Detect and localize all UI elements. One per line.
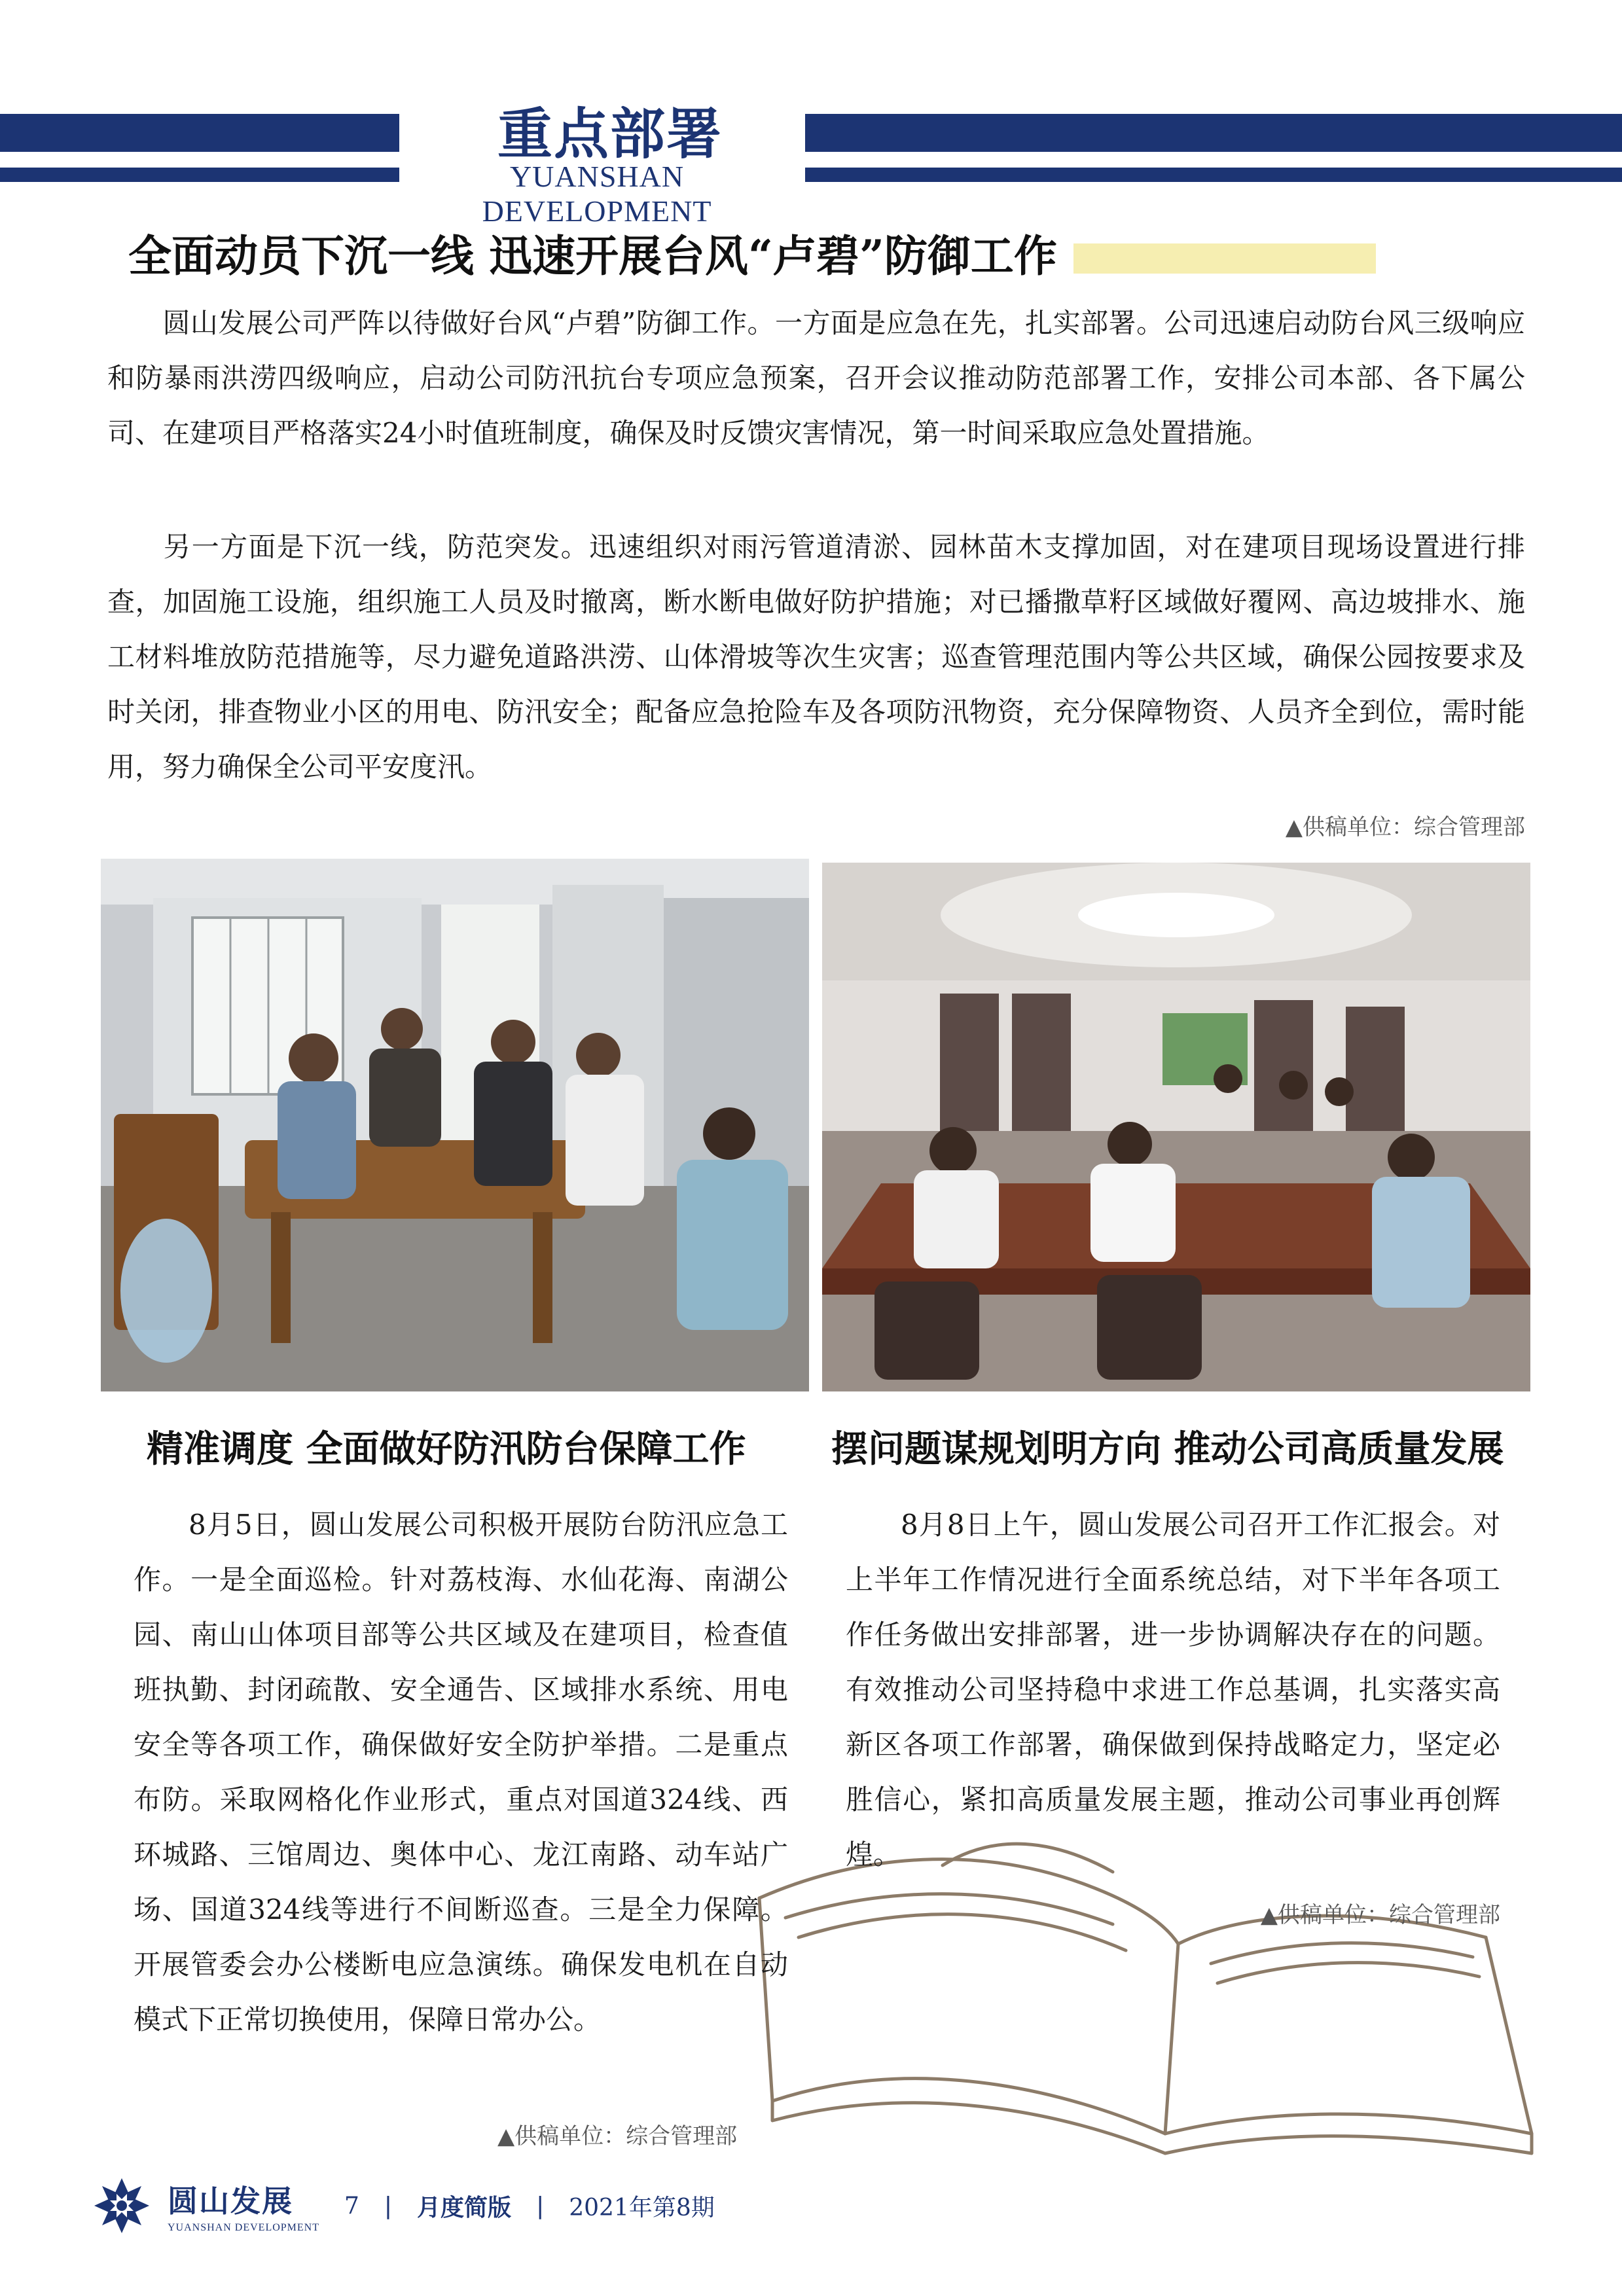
header-bar-left-bottom — [0, 168, 399, 182]
footer-brand-en: YUANSHAN DEVELOPMENT — [168, 2222, 319, 2233]
field-meeting-illustration — [101, 859, 809, 1391]
headline-highlight — [1073, 243, 1376, 274]
footer-separator: | — [536, 2192, 545, 2219]
header-bar-right-bottom — [805, 168, 1622, 182]
yuanshan-logo-icon — [89, 2173, 154, 2238]
article1-paragraph-1-text: 圆山发展公司严阵以待做好台风“卢碧”防御工作。一方面是应急在先，扎实部署。公司迅速启动防台风三级响应和防暴雨洪涝四级响应，启动公司防汛抗台专项应急预案，召开会议推动防范部署工作，安排公司本部、各下属公司、在建项目严格落实24小时值班制度，确保及时反馈灾害情况，第一时间采取应急处置措施。 — [107, 307, 1525, 449]
footer-brand-cn: 圆山发展 — [168, 2183, 293, 2219]
article3-title: 摆问题谋规划明方向 推动公司高质量发展 — [831, 1427, 1504, 1471]
photo-work-meeting — [822, 863, 1530, 1391]
article3-body-text: 8月8日上午，圆山发展公司召开工作汇报会。对上半年工作情况进行全面系统总结，对下半年各项工作任务做出安排部署，进一步协调解决存在的问题。有效推动公司坚持稳中求进工作总基调，扎实落实高新区各项工作部署，确保做到保持战略定力，坚定必胜信心，紧扣高质量发展主题，推动公司事业再创辉煌。 — [846, 1509, 1500, 1871]
article2-body — [134, 1498, 788, 2047]
article3-credit: ▲供稿单位：综合管理部 — [1260, 1902, 1500, 1928]
footer — [89, 2173, 715, 2238]
edition-label: 月度简版 — [417, 2193, 512, 2221]
article1-paragraph-1 — [107, 296, 1525, 461]
section-title: 重点部署 — [497, 102, 723, 166]
article1-credit: ▲供稿单位：综合管理部 — [1285, 814, 1525, 840]
page-number: 7 — [344, 2192, 359, 2219]
footer-separator: | — [384, 2192, 393, 2219]
section-subtitle: YUANSHAN DEVELOPMENT — [482, 160, 712, 228]
article1-paragraph-2 — [107, 520, 1525, 795]
article1-headline: 全面动员下沉一线 迅速开展台风“卢碧”防御工作 — [128, 230, 1057, 281]
work-meeting-illustration — [822, 863, 1530, 1391]
article3-body — [846, 1498, 1500, 1882]
header-bar-right-top — [805, 114, 1622, 152]
header-bar-left-top — [0, 114, 399, 152]
issue-label: 2021年第8期 — [569, 2194, 715, 2221]
article2-title: 精准调度 全面做好防汛防台保障工作 — [147, 1427, 746, 1471]
photo-field-meeting — [101, 859, 809, 1391]
article1-paragraph-2-text: 另一方面是下沉一线，防范突发。迅速组织对雨污管道清淤、园林苗木支撑加固，对在建项目现场设置进行排查，加固施工设施，组织施工人员及时撤离，断水断电做好防护措施；对已播撒草籽区域做好覆网、高边坡排水、施工材料堆放防范措施等，尽力避免道路洪涝、山体滑坡等次生灾害；巡查管理范围内等公共区域，确保公园按要求及时关闭，排查物业小区的用电、防汛安全；配备应急抢险车及各项防汛物资，充分保障物资、人员齐全到位，需时能用，努力确保全公司平安度汛。 — [107, 531, 1525, 783]
article2-credit: ▲供稿单位：综合管理部 — [497, 2123, 738, 2149]
footer-brand — [168, 2178, 319, 2234]
article2-body-text: 8月5日，圆山发展公司积极开展防台防汛应急工作。一是全面巡检。针对荔枝海、水仙花海、南湖公园、南山山体项目部等公共区域及在建项目，检查值班执勤、封闭疏散、安全通告、区域排水系统、用电安全等各项工作，确保做好安全防护举措。二是重点布防。采取网格化作业形式，重点对国道324线、西环城路、三馆周边、奥体中心、龙江南路、动车站广场、国道324线等进行不间断巡查。三是全力保障。开展管委会办公楼断电应急演练。确保发电机在自动模式下正常切换使用，保障日常办公。 — [134, 1509, 788, 2036]
